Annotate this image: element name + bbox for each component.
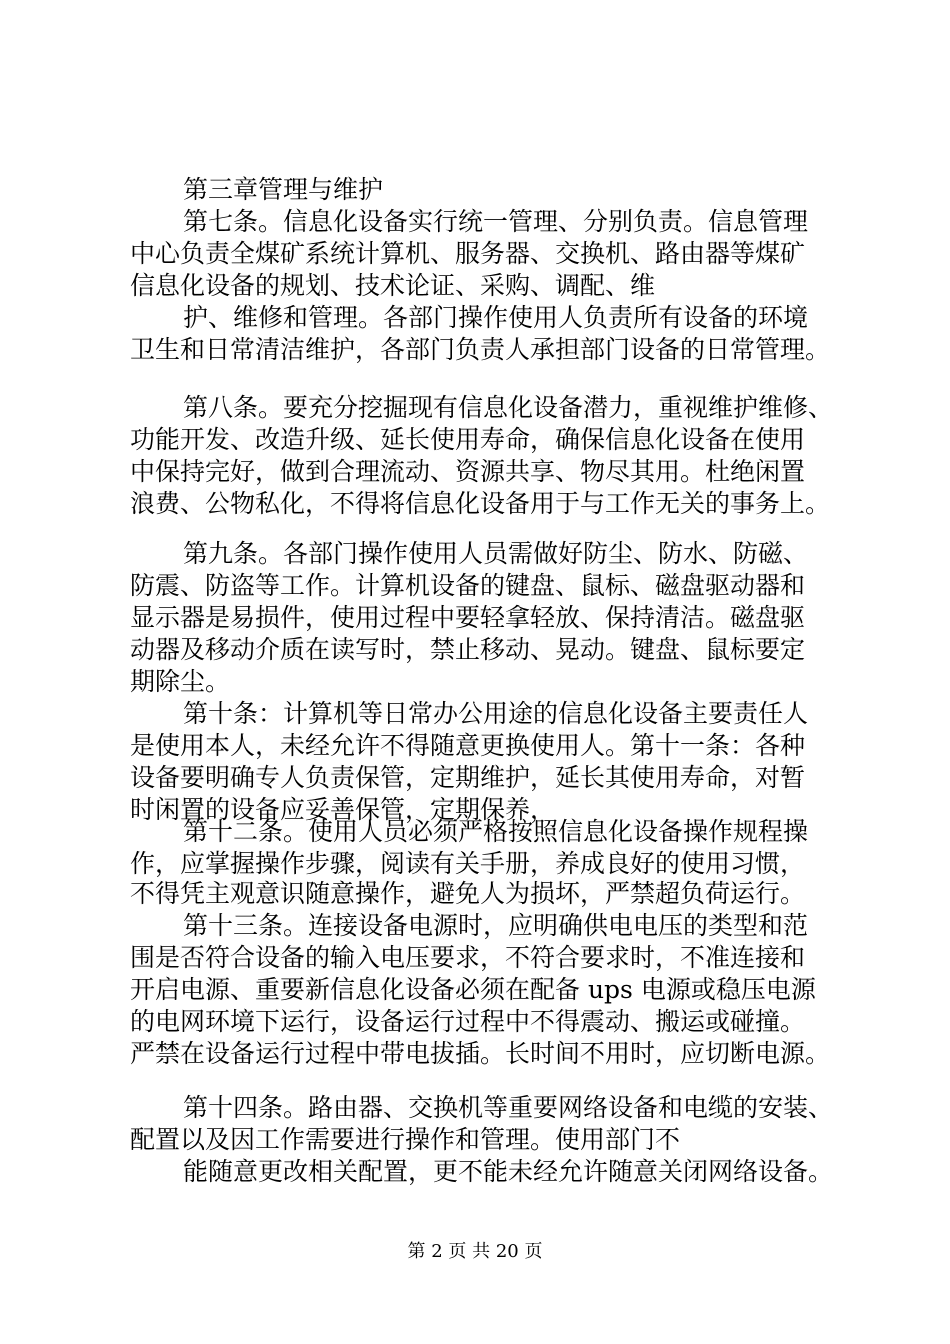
chapter-heading: 第三章管理与维护 [183,175,384,204]
text-line: 护、维修和管理。各部门操作使用人负责所有设备的环境 [183,303,809,332]
text-line: 第十四条。路由器、交换机等重要网络设备和电缆的安装、 [183,1093,834,1122]
text-line: 浪费、公物私化，不得将信息化设备用于与工作无关的事务上。 [130,489,831,518]
text-line: 防震、防盗等工作。计算机设备的键盘、鼠标、磁盘驱动器和 [130,571,806,600]
text-line: 的电网环境下运行，设备运行过程中不得震动、搬运或碰撞。 [130,1007,806,1036]
text-line: 开启电源、重要新信息化设备必须在配备 ups 电源或稳压电源 [130,975,816,1004]
text-line: 中心负责全煤矿系统计算机、服务器、交换机、路由器等煤矿 [130,239,806,268]
text-line: 时闲置的设备应妥善保管，定期保养， [130,795,556,824]
text-line: 第九条。各部门操作使用人员需做好防尘、防水、防磁、 [183,539,809,568]
text-line: 设备要明确专人负责保管，定期维护，延长其使用寿命，对暂 [130,763,806,792]
text-line: 严禁在设备运行过程中带电拔插。长时间不用时，应切断电源。 [130,1039,831,1068]
text-line: 不得凭主观意识随意操作，避免人为损坏，严禁超负荷运行。 [130,879,806,908]
text-line: 第十条：计算机等日常办公用途的信息化设备主要责任人 [183,699,809,728]
text-line: 卫生和日常清洁维护，各部门负责人承担部门设备的日常管理。 [130,335,831,364]
text-line: 信息化设备的规划、技术论证、采购、调配、维 [130,271,656,300]
text-line: 中保持完好，做到合理流动、资源共享、物尽其用。杜绝闲置 [130,457,806,486]
text-line: 第七条。信息化设备实行统一管理、分别负责。信息管理 [183,207,809,236]
text-line: 作，应掌握操作步骤，阅读有关手册，养成良好的使用习惯， [130,849,806,878]
text-line: 配置以及因工作需要进行操作和管理。使用部门不 [130,1125,681,1154]
text-line: 第十二条。使用人员必须严格按照信息化设备操作规程操 [183,817,809,846]
text-line: 显示器是易损件，使用过程中要轻拿轻放、保持清洁。磁盘驱 [130,603,806,632]
text-line: 动器及移动介质在读写时，禁止移动、晃动。键盘、鼠标要定 [130,635,806,664]
text-line: 是使用本人，未经允许不得随意更换使用人。第十一条：各种 [130,731,806,760]
page-number-footer: 第 2 页 共 20 页 [407,1241,543,1262]
text-line: 第八条。要充分挖掘现有信息化设备潜力，重视维护维修、 [183,393,834,422]
text-line: 能随意更改相关配置，更不能未经允许随意关闭网络设备。 [183,1157,834,1186]
text-line: 围是否符合设备的输入电压要求，不符合要求时，不准连接和 [130,943,806,972]
text-line: 功能开发、改造升级、延长使用寿命，确保信息化设备在使用 [130,425,806,454]
text-line: 期除尘。 [130,667,231,696]
text-line: 第十三条。连接设备电源时，应明确供电电压的类型和范 [183,911,809,940]
